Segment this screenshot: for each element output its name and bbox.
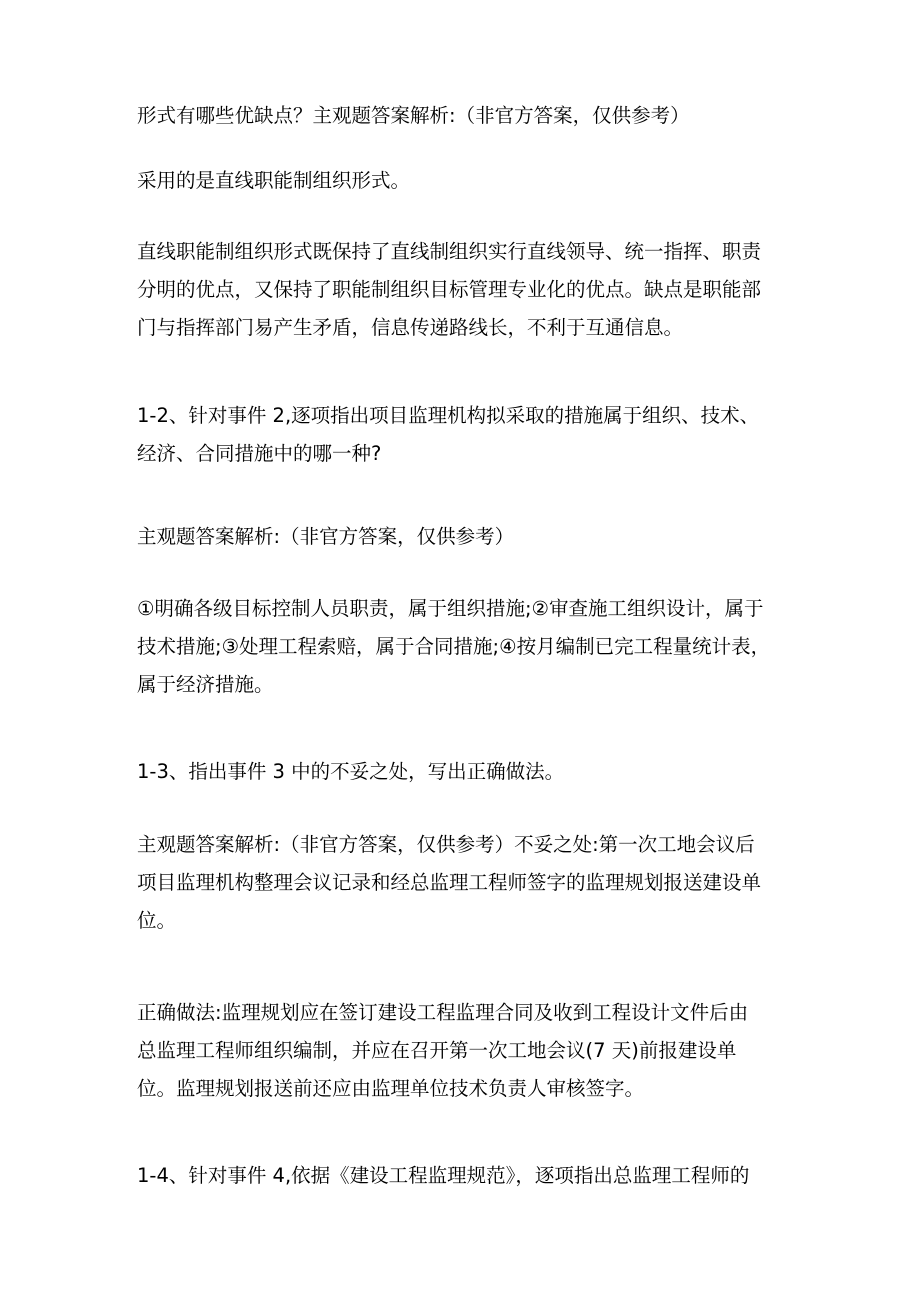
text-line: 1-2、针对事件 2,逐项指出项目监理机构拟采取的措施属于组织、技术、 — [137, 404, 760, 427]
paragraph-answer-org-form — [137, 162, 797, 200]
text-line: 经济、合同措施中的哪一种? — [137, 442, 382, 465]
text-line: 技术措施;③处理工程索赔，属于合同措施;④按月编制已完工程量统计表， — [137, 635, 771, 658]
text-line: 总监理工程师组织编制，并应在召开第一次工地会议(7 天)前报建设单 — [137, 1039, 737, 1062]
text-line: 位。监理规划报送前还应由监理单位技术负责人审核签字。 — [137, 1077, 645, 1100]
paragraph-question-intro — [137, 97, 797, 135]
text-line: 位。 — [137, 909, 177, 932]
text-line: 采用的是直线职能制组织形式。 — [137, 169, 411, 192]
text-line: 1-3、指出事件 3 中的不妥之处，写出正确做法。 — [137, 760, 565, 783]
text-line: 直线职能制组织形式既保持了直线制组织实行直线领导、统一指挥、职责 — [137, 240, 762, 263]
text-line: 门与指挥部门易产生矛盾，信息传递路线长，不利于互通信息。 — [137, 316, 684, 339]
paragraph-answer-label — [137, 518, 797, 556]
text-line: 主观题答案解析:（非官方答案，仅供参考）不妥之处:第一次工地会议后 — [137, 833, 755, 856]
text-line: 属于经济措施。 — [137, 673, 274, 696]
text-line: ①明确各级目标控制人员职责，属于组织措施;②审查施工组织设计，属于 — [137, 597, 764, 620]
paragraph-pros-cons — [137, 233, 797, 347]
paragraph-answer-measures — [137, 590, 797, 704]
paragraph-question-1-4 — [137, 1157, 797, 1195]
text-line: 分明的优点，又保持了职能制组织目标管理专业化的优点。缺点是职能部 — [137, 278, 762, 301]
text-line: 正确做法:监理规划应在签订建设工程监理合同及收到工程设计文件后由 — [137, 1001, 749, 1024]
paragraph-question-1-3 — [137, 753, 797, 791]
text-line: 形式有哪些优缺点？主观题答案解析:（非官方答案，仅供参考） — [137, 104, 690, 127]
paragraph-correct-practice — [137, 994, 797, 1108]
paragraph-answer-improper — [137, 826, 797, 940]
paragraph-question-1-2 — [137, 397, 797, 473]
text-line: 主观题答案解析:（非官方答案，仅供参考） — [137, 525, 515, 548]
text-line: 1-4、针对事件 4,依据《建设工程监理规范》，逐项指出总监理工程师的 — [137, 1164, 750, 1187]
text-line: 项目监理机构整理会议记录和经总监理工程师签字的监理规划报送建设单 — [137, 871, 762, 894]
